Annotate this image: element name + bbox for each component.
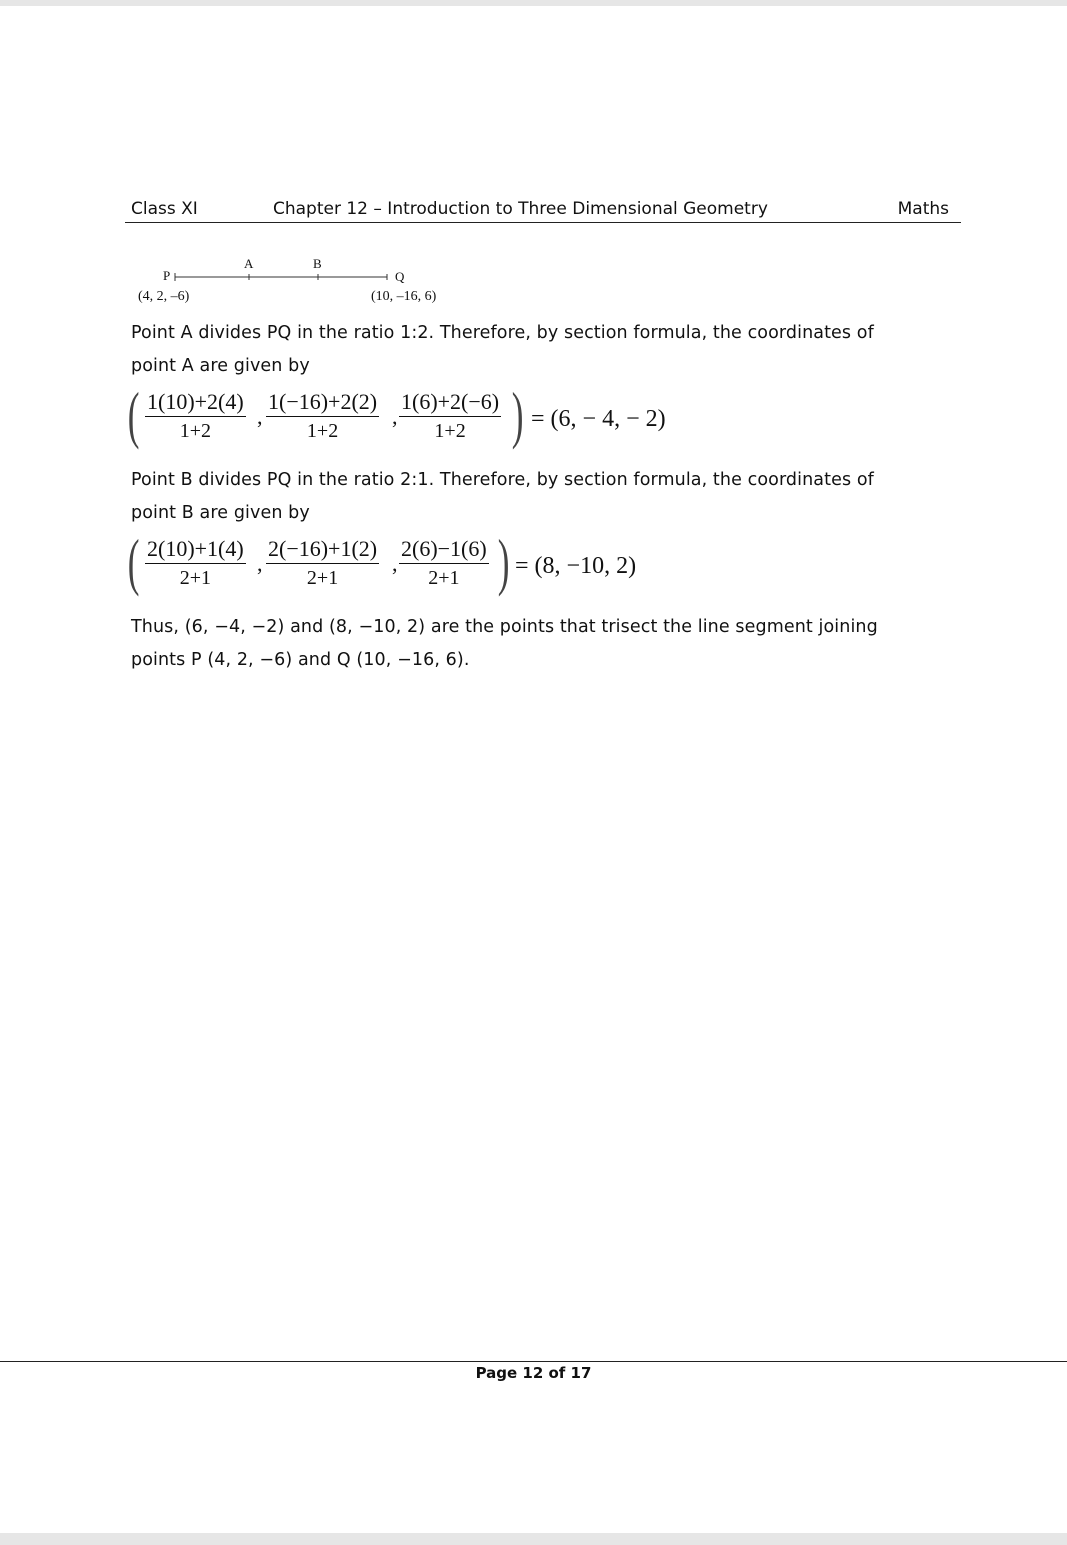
label-p: P: [163, 268, 171, 283]
numerator: 2(−16)+1(2): [266, 535, 379, 564]
footer-divider: [0, 1361, 1067, 1362]
paragraph-point-a: Point A divides PQ in the ratio 1:2. Therefore, by section formula, the coordinates of point A are given by: [131, 323, 874, 376]
equation-point-b: [127, 526, 691, 605]
page-number: Page 12 of 17: [475, 1364, 592, 1382]
denominator: 2+1: [179, 567, 211, 589]
equation-result: = (6, − 4, − 2): [531, 406, 666, 432]
numerator: 2(6)−1(6): [399, 535, 489, 564]
fraction-y: [266, 388, 379, 445]
equation-result: = (8, −10, 2): [515, 553, 637, 579]
fraction-y: [266, 535, 379, 592]
fraction-x: [145, 388, 246, 445]
coord-p: (4, 2, –6): [138, 289, 190, 304]
comma: ,: [392, 551, 398, 576]
label-b: B: [313, 256, 322, 271]
numerator: 1(10)+2(4): [145, 388, 246, 417]
denominator: 1+2: [179, 420, 211, 442]
fraction-z: [399, 388, 501, 445]
paragraph-point-b: Point B divides PQ in the ratio 2:1. Therefore, by section formula, the coordinates of point B are given by: [131, 470, 874, 523]
denominator: 2+1: [306, 567, 339, 589]
paragraph-conclusion: Thus, (6, −4, −2) and (8, −10, 2) are the points that trisect the line segment joining points P (4, 2, −6) and Q (10, −16, 6).: [131, 617, 878, 670]
fraction-z: [399, 535, 489, 592]
line-segment-diagram: [125, 250, 465, 310]
denominator: 2+1: [428, 567, 460, 589]
class-label: Class XI: [131, 199, 198, 219]
subject-label: Maths: [897, 199, 949, 219]
comma: ,: [392, 404, 398, 429]
right-paren: ): [511, 379, 524, 450]
chapter-title: Chapter 12 – Introduction to Three Dimensional Geometry: [273, 199, 768, 219]
bottom-gray-strip: [0, 1533, 1067, 1545]
label-q: Q: [395, 269, 405, 284]
left-paren: (: [127, 379, 140, 450]
equation-point-a: [127, 379, 691, 458]
coord-q: (10, –16, 6): [371, 289, 437, 304]
left-paren: (: [127, 526, 140, 597]
top-gray-strip: [0, 0, 1067, 6]
denominator: 1+2: [434, 420, 466, 442]
numerator: 1(−16)+2(2): [266, 388, 379, 417]
denominator: 1+2: [306, 420, 339, 442]
comma: ,: [257, 404, 263, 429]
numerator: 1(6)+2(−6): [399, 388, 501, 417]
label-a: A: [244, 256, 254, 271]
numerator: 2(10)+1(4): [145, 535, 246, 564]
comma: ,: [257, 551, 263, 576]
page-header: [125, 198, 961, 223]
fraction-x: [145, 535, 246, 592]
right-paren: ): [497, 526, 510, 597]
